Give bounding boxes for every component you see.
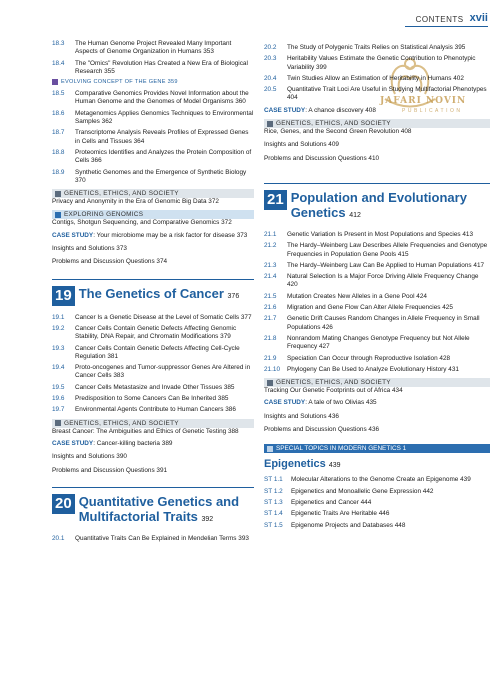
watermark-name: JAFARI NOVIN: [380, 96, 467, 106]
toc-entry[interactable]: 18.5 Comparative Genomics Provides Novel Information about the Human Genome and the Genomes of Model Organisms 360: [52, 90, 249, 106]
toc-entry[interactable]: 19.2 Cancer Cells Contain Genetic Defects Affecting Genomic Stability, DNA Repair, and Chromatin Modifications 379: [52, 324, 237, 341]
toc-entry[interactable]: 18.8 Proteomics Identifies and Analyzes the Protein Composition of Cells 366: [52, 148, 252, 165]
chapter-number: 20: [52, 494, 75, 514]
square-icon: [267, 380, 273, 386]
toc-entry[interactable]: 21.4 Natural Selection Is a Major Force Driving Allele Frequency Change 420: [264, 273, 479, 289]
toc-entry[interactable]: 21.5 Mutation Creates New Alleles in a Gene Pool 424: [264, 292, 427, 300]
toc-entry[interactable]: 21.3 The Hardy–Weinberg Law Can Be Applied to Human Populations 417: [264, 261, 485, 269]
chapter-19-title[interactable]: 19 The Genetics of Cancer 376: [52, 279, 254, 306]
header-rule: [405, 26, 488, 27]
problems-line[interactable]: Problems and Discussion Questions 410: [264, 154, 380, 162]
toc-entry[interactable]: ST 1.3 Epigenetics and Cancer 444: [264, 498, 372, 506]
toc-entry[interactable]: 18.9 Synthetic Genomes and the Emergence of Synthetic Biology 370: [52, 168, 247, 184]
section-label: CONTENTS: [415, 15, 464, 24]
ethics-band: GENETICS, ETHICS, AND SOCIETY: [52, 419, 254, 428]
ethics-band: GENETICS, ETHICS, AND SOCIETY: [264, 378, 490, 387]
problems-line[interactable]: Problems and Discussion Questions 391: [52, 466, 168, 474]
page-header: [416, 2, 488, 24]
watermark-sub: PUBLICATION: [402, 108, 463, 114]
ethics-line[interactable]: Rice, Genes, and the Second Green Revolution 408: [264, 128, 412, 136]
toc-entry[interactable]: 20.3 Heritability Values Estimate the Genetic Contribution to Phenotypic Variability 399: [264, 55, 476, 71]
toc-entry[interactable]: ST 1.5 Epigenome Projects and Databases 448: [264, 521, 406, 529]
toc-entry[interactable]: 21.1 Genetic Variation Is Present in Most Populations and Species 413: [264, 230, 474, 238]
left-column: [52, 40, 254, 546]
chapter-20-title[interactable]: 20 Quantitative Genetics and Multifactorial Traits 392: [52, 487, 254, 527]
problems-line[interactable]: Problems and Discussion Questions 374: [52, 258, 168, 266]
exploring-genomics-band: EXPLORING GENOMICS: [52, 210, 254, 219]
toc-entry[interactable]: 21.9 Speciation Can Occur through Reproductive Isolation 428: [264, 354, 451, 362]
ethics-line[interactable]: Breast Cancer: The Ambiguities and Ethics of Genetic Testing 388: [52, 427, 239, 435]
toc-entry[interactable]: 18.3 The Human Genome Project Revealed Many Important Aspects of Genome Organization in Humans 353: [52, 40, 232, 56]
toc-entry[interactable]: ST 1.2 Epigenetics and Monoallelic Gene Expression 442: [264, 487, 434, 495]
toc-entry[interactable]: 20.5 Quantitative Trait Loci Are Useful in Studying Multifactorial Phenotypes 404: [264, 86, 487, 102]
chapter-number: 19: [52, 286, 75, 306]
toc-entry[interactable]: 19.6 Predisposition to Some Cancers Can Be Inherited 385: [52, 395, 229, 403]
insights-line[interactable]: Insights and Solutions 373: [52, 245, 127, 253]
toc-entry[interactable]: 21.2 The Hardy–Weinberg Law Describes Allele Frequencies and Genotype Frequencies in Population Gene Pools 415: [264, 242, 488, 258]
case-study[interactable]: CASE STUDY: Your microbiome may be a risk factor for disease 373: [52, 231, 248, 239]
ethics-line[interactable]: Privacy and Anonymity in the Era of Genomic Big Data 372: [52, 198, 219, 206]
toc-entry[interactable]: 20.4 Twin Studies Allow an Estimation of Heritability in Humans 402: [264, 74, 464, 82]
square-icon: [52, 79, 58, 85]
square-icon: [267, 121, 273, 127]
insights-line[interactable]: Insights and Solutions 409: [264, 141, 339, 149]
insights-line[interactable]: Insights and Solutions 436: [264, 412, 339, 420]
case-study[interactable]: CASE STUDY: A tale of two Olivias 435: [264, 399, 377, 407]
toc-entry[interactable]: 21.6 Migration and Gene Flow Can Alter Allele Frequencies 425: [264, 304, 453, 312]
ethics-band: GENETICS, ETHICS, AND SOCIETY: [264, 119, 490, 128]
page-number: xvii: [469, 12, 488, 24]
toc-entry[interactable]: 21.8 Nonrandom Mating Changes Genotype Frequency but Not Allele Frequency 427: [264, 334, 470, 351]
exploring-line[interactable]: Contigs, Shotgun Sequencing, and Comparative Genomics 372: [52, 219, 232, 227]
case-study[interactable]: CASE STUDY: Cancer-killing bacteria 389: [52, 439, 173, 447]
toc-entry[interactable]: ST 1.4 Epigenetic Traits Are Heritable 446: [264, 510, 390, 518]
chapter-number: 21: [264, 190, 287, 210]
square-icon: [55, 191, 61, 197]
square-icon: [267, 446, 273, 452]
toc-entry[interactable]: 20.1 Quantitative Traits Can Be Explained in Mendelian Terms 393: [52, 534, 249, 542]
ethics-band: GENETICS, ETHICS, AND SOCIETY: [52, 189, 254, 198]
special-topics-band: SPECIAL TOPICS IN MODERN GENETICS 1: [264, 444, 490, 453]
evolving-concept-label[interactable]: EVOLVING CONCEPT OF THE GENE 359: [52, 79, 254, 85]
toc-entry[interactable]: ST 1.1 Molecular Alterations to the Genome Create an Epigenome 439: [264, 476, 471, 484]
toc-entry[interactable]: 19.5 Cancer Cells Metastasize and Invade Other Tissues 385: [52, 383, 235, 391]
right-column: [264, 44, 490, 533]
toc-entry[interactable]: 18.4 The "Omics" Revolution Has Created a New Era of Biological Research 355: [52, 59, 248, 75]
chapter-21-title[interactable]: 21 Population and Evolutionary Genetics 412: [264, 183, 490, 223]
epigenetics-title[interactable]: Epigenetics 439: [264, 458, 341, 471]
square-icon: [55, 212, 61, 218]
toc-entry[interactable]: 21.7 Genetic Drift Causes Random Changes in Allele Frequency in Small Populations 426: [264, 315, 480, 331]
toc-entry[interactable]: 20.2 The Study of Polygenic Traits Relies on Statistical Analysis 395: [264, 44, 466, 51]
toc-entry[interactable]: 19.1 Cancer Is a Genetic Disease at the Level of Somatic Cells 377: [52, 313, 252, 321]
toc-entry[interactable]: 21.10 Phylogeny Can Be Used to Analyze Evolutionary History 431: [264, 365, 459, 373]
toc-entry[interactable]: 18.6 Metagenomics Applies Genomics Techniques to Environmental Samples 362: [52, 109, 254, 126]
case-study[interactable]: CASE STUDY: A chance discovery 408: [264, 106, 376, 114]
ethics-line[interactable]: Tracking Our Genetic Footprints out of Africa 434: [264, 387, 403, 395]
toc-entry[interactable]: 19.3 Cancer Cells Contain Genetic Defects Affecting Cell-Cycle Regulation 381: [52, 344, 240, 360]
insights-line[interactable]: Insights and Solutions 390: [52, 453, 127, 461]
toc-entry[interactable]: 18.7 Transcriptome Analysis Reveals Profiles of Expressed Genes in Cells and Tissues 364: [52, 129, 249, 145]
toc-entry[interactable]: 19.7 Environmental Agents Contribute to Human Cancers 386: [52, 406, 236, 414]
toc-entry[interactable]: 19.4 Proto-oncogenes and Tumor-suppressor Genes Are Altered in Cancer Cells 383: [52, 364, 251, 380]
square-icon: [55, 420, 61, 426]
problems-line[interactable]: Problems and Discussion Questions 436: [264, 426, 380, 434]
